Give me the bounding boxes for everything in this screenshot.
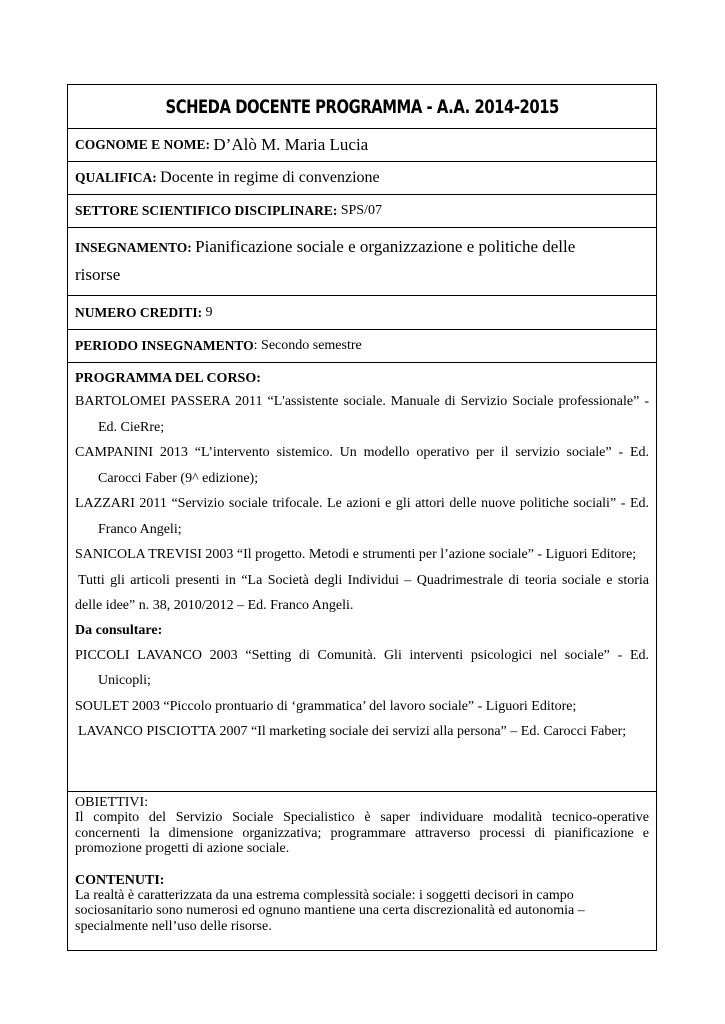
field-crediti	[68, 296, 656, 330]
programma-section	[68, 363, 656, 792]
consultare-entry: SOULET 2003 “Piccolo prontuario di ‘grammatica’ del lavoro sociale” - Liguori Editore;	[75, 698, 577, 714]
field-value: Docente in regime di convenzione	[160, 169, 380, 186]
field-label: QUALIFICA:	[75, 170, 161, 185]
field-cognome-nome	[68, 129, 656, 162]
field-qualifica	[68, 162, 656, 195]
field-insegnamento	[68, 228, 656, 296]
field-label: COGNOME E NOME:	[75, 137, 214, 152]
field-settore	[68, 195, 656, 228]
course-sheet-table	[67, 84, 657, 951]
field-value: : Secondo semestre	[253, 338, 362, 353]
title-row	[68, 85, 656, 129]
field-value: D’Alò M. Maria Lucia	[213, 135, 369, 154]
programma-entry: LAZZARI 2011 “Servizio sociale trifocale. Le azioni e gli attori delle nuove politiche sociali” - Ed. Franco Angeli;	[75, 496, 649, 537]
field-periodo	[68, 330, 656, 363]
consultare-entry: PICCOLI LAVANCO 2003 “Setting di Comunità. Gli interventi psicologici nel sociale” - Ed. Unicopli;	[75, 647, 649, 688]
field-value-line2: risorse	[75, 265, 121, 284]
field-value-line1: Pianificazione sociale e organizzazione e politiche delle	[195, 237, 576, 256]
field-value: 9	[205, 304, 213, 320]
consultare-entry: LAVANCO PISCIOTTA 2007 “Il marketing sociale dei servizi alla persona” – Ed. Carocci Faber;	[78, 724, 627, 739]
page-title: SCHEDA DOCENTE PROGRAMMA - A.A. 2014-2015	[165, 95, 559, 118]
field-value: SPS/07	[340, 203, 382, 218]
contenuti-line: sociosanitario sono numerosi ed ognuno mantiene una certa discrezionalità ed autonomia –	[75, 903, 585, 918]
obiettivi-title: OBIETTIVI:	[75, 795, 149, 810]
programma-entry: CAMPANINI 2013 “L’intervento sistemico. Un modello operativo per il servizio sociale” - Ed. Carocci Faber (9^ edizione);	[75, 445, 649, 486]
consultare-title: Da consultare:	[75, 622, 163, 638]
contenuti-line: La realtà è caratterizzata da una estrema complessità sociale: i soggetti decisori in campo	[75, 887, 574, 903]
field-label: NUMERO CREDITI:	[75, 304, 206, 320]
contenuti-line: specialmente nell’uso delle risorse.	[75, 918, 272, 934]
programma-entry: SANICOLA TREVISI 2003 “Il progetto. Metodi e strumenti per l’azione sociale” - Liguori Editore;	[75, 547, 637, 562]
programma-entry: BARTOLOMEI PASSERA 2011 “L'assistente sociale. Manuale di Servizio Sociale professionale” - Ed. CieRre;	[75, 394, 649, 435]
obiettivi-text: Il compito del Servizio Sociale Specialistico è saper individuare modalità tecnico-operative concernenti la dimensione organizzativa; programmare attraverso processi di pianificazione e promozione progetti di azione sociale.	[75, 810, 649, 856]
programma-entry: Tutti gli articoli presenti in “La Società degli Individui – Quadrimestrale di teoria sociale e storia delle idee” n. 38, 2010/2012 – Ed. Franco Angeli.	[75, 572, 649, 613]
field-label: PERIODO INSEGNAMENTO	[75, 338, 254, 353]
obiettivi-contenuti-section	[68, 792, 656, 950]
field-label: INSEGNAMENTO:	[75, 240, 196, 255]
contenuti-title: CONTENUTI:	[75, 872, 165, 888]
field-label: SETTORE SCIENTIFICO DISCIPLINARE:	[75, 203, 341, 218]
programma-title: PROGRAMMA DEL CORSO:	[75, 371, 261, 386]
